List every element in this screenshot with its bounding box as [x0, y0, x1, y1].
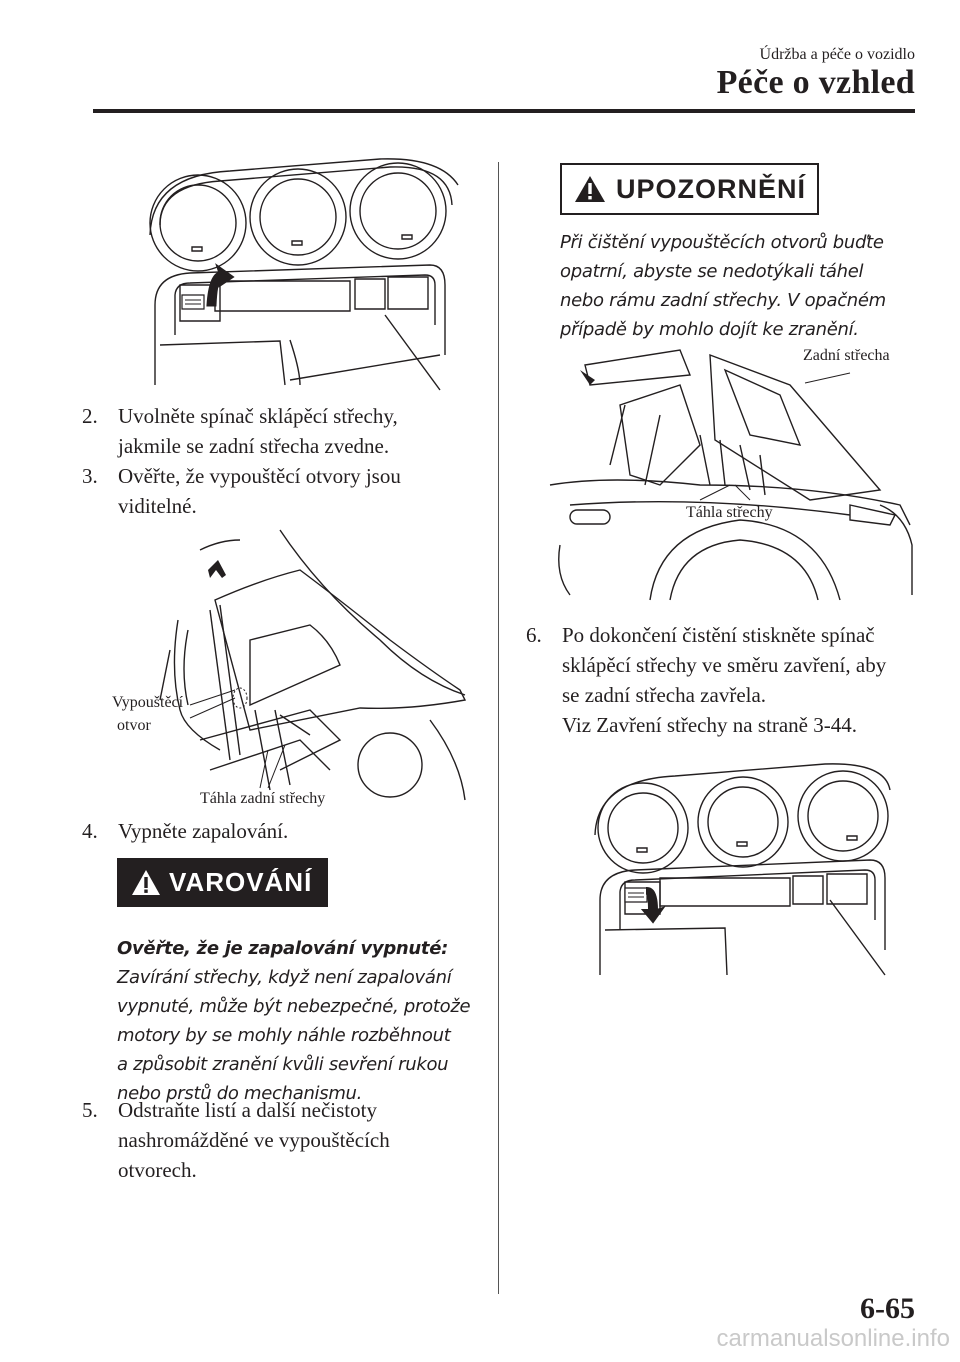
- caution-line-3: nebo rámu zadní střechy. V opačném: [560, 290, 886, 311]
- step-3-number: 3.: [82, 464, 98, 488]
- step-5-line-3: otvorech.: [118, 1158, 197, 1182]
- step-5: [82, 1095, 482, 1185]
- caution-line-2: opatrní, abyste se nedotýkali táhel: [560, 261, 864, 282]
- label-drain-hole-2: otvor: [117, 717, 151, 734]
- step-4-number: 4.: [82, 819, 98, 843]
- caution-title: UPOZORNĚNÍ: [616, 173, 807, 204]
- warning-text: [117, 934, 497, 1108]
- warning-title: VAROVÁNÍ: [169, 867, 313, 897]
- label-rear-roof: Zadní střecha: [803, 347, 890, 364]
- warning-line-5: nebo prstů do mechanismu.: [117, 1083, 363, 1104]
- caution-line-4: případě by mohlo dojít ke zranění.: [560, 319, 859, 340]
- step-2-number: 2.: [82, 404, 98, 428]
- step-6: [526, 620, 946, 740]
- step-2-line-1: Uvolněte spínač sklápěcí střechy,: [118, 404, 398, 428]
- warning-line-3: motory by se mohly náhle rozběhnout: [117, 1025, 451, 1046]
- step-5-line-2: nashromážděné ve vypouštěcích: [118, 1128, 390, 1152]
- step-6-line-4: Viz Zavření střechy na straně 3-44.: [562, 713, 857, 737]
- label-roof-rods: Táhla střechy: [686, 504, 773, 521]
- step-2-line-2: jakmile se zadní střecha zvedne.: [118, 434, 390, 458]
- caution-text: [560, 228, 940, 344]
- section-title: Údržba a péče o vozidlo: [759, 46, 915, 63]
- step-6-line-2: sklápěcí střechy ve směru zavření, aby: [562, 653, 887, 677]
- warning-line-1: Zavírání střechy, když není zapalování: [117, 967, 452, 988]
- warning-banner: [117, 858, 328, 907]
- figure-roof-switch-close: [585, 760, 895, 980]
- step-4: [82, 816, 482, 846]
- caution-line-1: Při čištění vypouštěcích otvorů buďte: [560, 232, 884, 253]
- warning-icon: [131, 869, 161, 896]
- step-3-line-2: viditelné.: [118, 494, 197, 518]
- page-number: 6-65: [860, 1292, 915, 1325]
- label-rear-roof-rods: Táhla zadní střechy: [200, 790, 326, 807]
- warning-line-2: vypnuté, může být nebezpečné, protože: [117, 996, 471, 1017]
- caution-banner: [560, 163, 819, 215]
- step-6-line-3: se zadní střecha zavřela.: [562, 683, 767, 707]
- figure-roof-switch-release: [140, 155, 460, 390]
- step-3-line-1: Ověřte, že vypouštěcí otvory jsou: [118, 464, 401, 488]
- step-4-line-1: Vypněte zapalování.: [118, 819, 289, 843]
- step-3: [82, 461, 482, 521]
- figure-drain-holes: [160, 530, 470, 800]
- chapter-title: Péče o vzhled: [716, 64, 915, 101]
- step-5-number: 5.: [82, 1098, 98, 1122]
- step-6-number: 6.: [526, 623, 542, 647]
- step-2: [82, 401, 482, 461]
- warning-lead: Ověřte, že je zapalování vypnuté:: [117, 938, 449, 959]
- warning-icon: [574, 175, 606, 203]
- label-drain-hole-1: Vypouštěcí: [112, 694, 184, 711]
- header-rule: [93, 109, 915, 113]
- figure-rear-roof-raised: [550, 345, 920, 600]
- warning-line-4: a způsobit zranění kvůli sevření rukou: [117, 1054, 449, 1075]
- step-6-line-1: Po dokončení čistění stiskněte spínač: [562, 623, 875, 647]
- watermark: carmanualsonline.info: [716, 1325, 950, 1352]
- step-5-line-1: Odstraňte listí a další nečistoty: [118, 1098, 377, 1122]
- column-divider: [498, 162, 499, 1294]
